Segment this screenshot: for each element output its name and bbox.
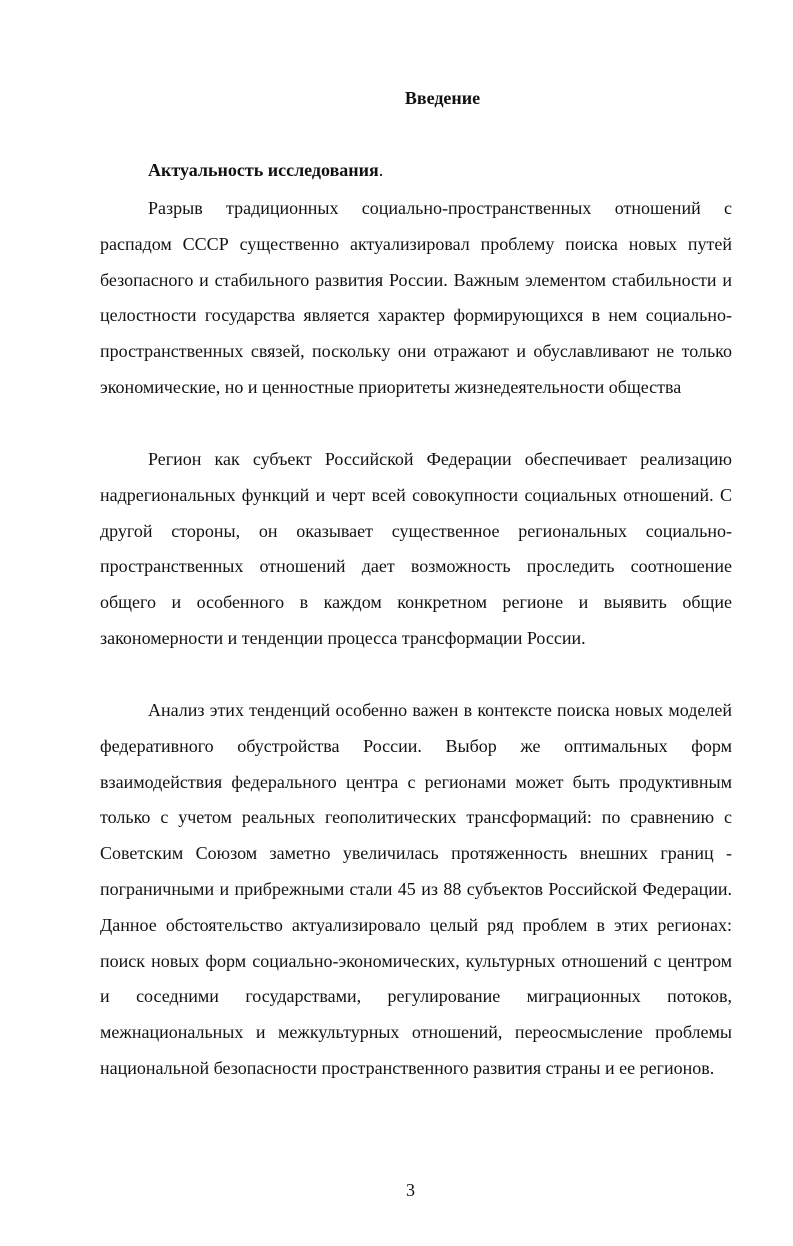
- paragraph-3: Анализ этих тенденций особенно важен в контексте поиска новых моделей федеративного обустройства России. Выбор же оптимальных форм взаимодействия федерального центра с регионами может быть продуктивным только с учетом реальных геополитических трансформаций: по сравнению с Советским Союзом заметно увеличилась протяженность внешних границ - пограничными и прибрежными стали 45 из 88 субъектов Российской Федерации. Данное обстоятельство актуализировало целый ряд проблем в этих регионах: поиск новых форм социально-экономических, культурных отношений с центром и соседними государствами, регулирование миграционных потоков, межнациональных и межкультурных отношений, переосмысление проблемы национальной безопасности пространственного развития страны и ее регионов.: [100, 700, 732, 1078]
- section-heading: Введение: [404, 88, 481, 108]
- subsection-heading-punct: .: [378, 160, 384, 180]
- subsection-heading: [148, 160, 383, 181]
- paragraph-1: Разрыв традиционных социально-пространственных отношений с распадом СССР существенно актуализировал проблему поиска новых путей безопасного и стабильного развития России. Важным элементом стабильности и целостности государства является характер формирующихся в нем социально-пространственных связей, поскольку они отражают и обуславливают не только экономические, но и ценностные приоритеты жизнедеятельности общества: [100, 198, 732, 397]
- subsection-heading-text: Актуальность исследования: [148, 160, 379, 180]
- page-number: 3: [406, 1180, 415, 1200]
- paragraph-2: Регион как субъект Российской Федерации обеспечивает реализацию надрегиональных функций и черт всей совокупности социальных отношений. С другой стороны, он оказывает существенное региональных социально-пространственных отношений дает возможность проследить соотношение общего и особенного в каждом конкретном регионе и выявить общие закономерности и тенденции процесса трансформации России.: [100, 449, 732, 648]
